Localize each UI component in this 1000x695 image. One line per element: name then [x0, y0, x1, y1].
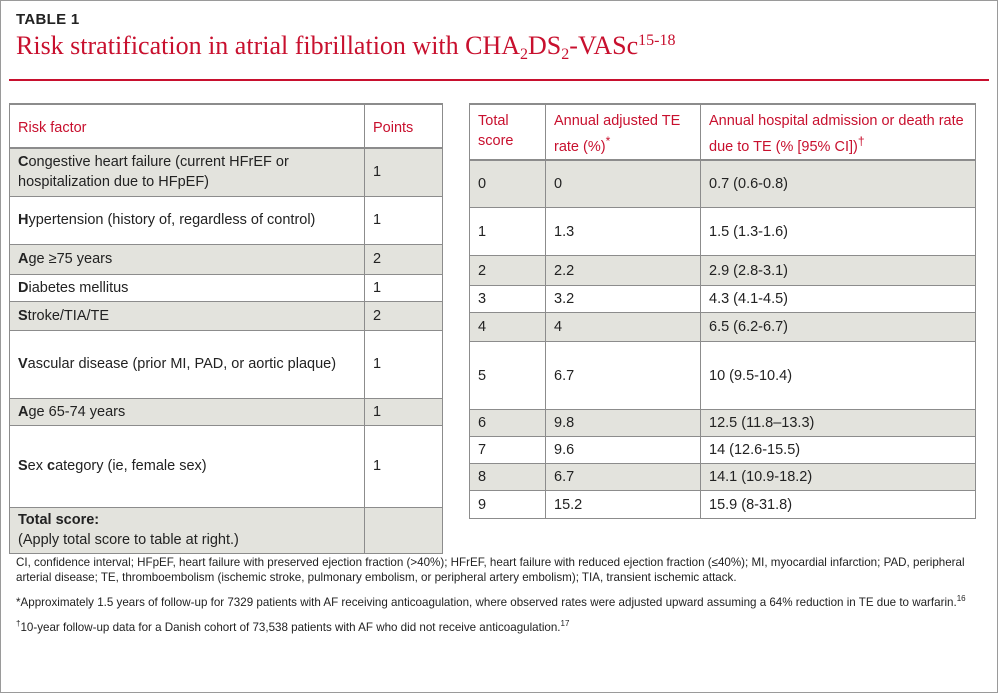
header-hospital-rate-text: Annual hospital admission or death rate due to TE (% [95% CI]) [709, 113, 964, 155]
risk-factor-cell [10, 274, 365, 301]
score-cell: 6 [470, 410, 546, 437]
points-cell: 1 [365, 425, 443, 507]
total-score-label: Total score: [18, 512, 100, 528]
risk-factor-cell [10, 330, 365, 398]
table-row [10, 244, 443, 274]
table-row [470, 313, 976, 342]
risk-text: troke/TIA/TE [27, 307, 110, 324]
risk-initial: S [18, 307, 28, 324]
table-row [10, 330, 443, 398]
score-cell: 1 [470, 208, 546, 256]
header-dagger-mark: † [857, 134, 865, 148]
table-row [10, 301, 443, 330]
title-part-1: Risk stratification in atrial fibrillation with CHA [16, 31, 521, 60]
table-row [470, 437, 976, 464]
table-row [10, 148, 443, 196]
risk-text: ascular disease (prior MI, PAD, or aortic plaque) [27, 356, 337, 372]
risk-factor-cell [10, 196, 365, 244]
hospital-rate-cell: 14 (12.6-15.5) [701, 437, 976, 464]
table-row [10, 274, 443, 301]
dagger-footnote-ref: 17 [560, 618, 570, 628]
score-rate-header-row [470, 104, 976, 160]
risk-initial: S [18, 458, 28, 474]
risk-text: ge 65-74 years [28, 403, 126, 420]
risk-text: ex [27, 458, 48, 474]
table-row [10, 196, 443, 244]
score-cell: 2 [470, 256, 546, 286]
title-part-2: DS [528, 31, 562, 60]
risk-text: ge ≥75 years [28, 251, 113, 267]
dagger-footnote [16, 616, 981, 635]
score-cell: 3 [470, 286, 546, 313]
header-total-score: Total score [470, 104, 546, 160]
hospital-rate-cell: 12.5 (11.8–13.3) [701, 410, 976, 437]
table-row [470, 160, 976, 208]
header-points: Points [365, 104, 443, 148]
asterisk-footnote-text: *Approximately 1.5 years of follow-up for 7329 patients with AF receiving anticoagulation, where observed rates were adjusted upward assuming a 64% reduction in TE due to warfarin. [16, 595, 957, 609]
title-divider [9, 79, 989, 81]
total-score-row [10, 507, 443, 553]
score-rate-table [469, 103, 976, 519]
hospital-rate-cell: 10 (9.5-10.4) [701, 342, 976, 410]
table-footnotes [16, 555, 981, 641]
title-subscript-1: 2 [520, 46, 529, 63]
score-cell: 5 [470, 342, 546, 410]
te-rate-cell: 6.7 [546, 464, 701, 491]
table-row [470, 256, 976, 286]
score-cell: 7 [470, 437, 546, 464]
te-rate-cell: 0 [546, 160, 701, 208]
hospital-rate-cell: 1.5 (1.3-1.6) [701, 208, 976, 256]
title-subscript-2: 2 [561, 46, 570, 63]
header-risk-factor: Risk factor [10, 104, 365, 148]
hospital-rate-cell: 4.3 (4.1-4.5) [701, 286, 976, 313]
score-cell: 8 [470, 464, 546, 491]
risk-initial: H [18, 212, 29, 228]
points-cell: 2 [365, 301, 443, 330]
hospital-rate-cell: 6.5 (6.2-6.7) [701, 313, 976, 342]
header-hospital-admission-rate [701, 104, 976, 160]
table-title [16, 31, 675, 64]
risk-factor-cell [10, 398, 365, 425]
points-cell: 1 [365, 330, 443, 398]
dagger-mark: † [16, 618, 21, 628]
risk-initial: A [18, 251, 29, 267]
total-score-cell [10, 507, 365, 553]
table-label: TABLE 1 [16, 11, 80, 28]
asterisk-footnote [16, 591, 981, 610]
hospital-rate-cell: 2.9 (2.8-3.1) [701, 256, 976, 286]
risk-factor-table [9, 103, 443, 554]
header-asterisk-mark: * [605, 134, 611, 148]
risk-factor-cell [10, 425, 365, 507]
risk-factor-cell [10, 301, 365, 330]
table-row [470, 208, 976, 256]
risk-text: ypertension (history of, regardless of control) [28, 212, 316, 228]
header-annual-te-rate [546, 104, 701, 160]
abbreviations-footnote: CI, confidence interval; HFpEF, heart failure with preserved ejection fraction (>40%); HFrEF, heart failure with reduced ejection fraction (≤40%); MI, myocardial infarction; PAD, peripheral arterial disease; TE, thromboembolism (ischemic stroke, pulmonary embolism, or peripheral artery embolism); TIA, transient ischemic attack. [16, 556, 965, 584]
points-cell: 1 [365, 196, 443, 244]
hospital-rate-cell: 15.9 (8-31.8) [701, 491, 976, 519]
table-row [10, 425, 443, 507]
risk-factor-cell [10, 244, 365, 274]
te-rate-cell: 9.8 [546, 410, 701, 437]
total-points-cell [365, 507, 443, 553]
risk-text: iabetes mellitus [28, 279, 129, 296]
table-row [470, 286, 976, 313]
te-rate-cell: 4 [546, 313, 701, 342]
te-rate-cell: 15.2 [546, 491, 701, 519]
score-cell: 9 [470, 491, 546, 519]
header-annual-te-rate-text: Annual adjusted TE rate (%) [554, 113, 681, 155]
risk-factor-header-row [10, 104, 443, 148]
te-rate-cell: 2.2 [546, 256, 701, 286]
points-cell: 1 [365, 398, 443, 425]
dagger-footnote-text: 10-year follow-up data for a Danish cohort of 73,538 patients with AF who did not receive anticoagulation. [20, 620, 561, 634]
risk-initial: V [18, 356, 28, 372]
risk-initial: c [47, 458, 56, 474]
title-reference: 15-18 [638, 32, 676, 49]
te-rate-cell: 1.3 [546, 208, 701, 256]
table-row [470, 410, 976, 437]
table-row [470, 491, 976, 519]
points-cell: 1 [365, 274, 443, 301]
asterisk-footnote-ref: 16 [956, 594, 966, 603]
risk-initial: C [18, 154, 29, 171]
table-row [10, 398, 443, 425]
te-rate-cell: 9.6 [546, 437, 701, 464]
points-cell: 1 [365, 148, 443, 196]
risk-initial: A [18, 403, 29, 420]
risk-text: ategory (ie, female sex) [55, 458, 207, 474]
risk-text: ongestive heart failure (current HFrEF or hospitalization due to HFpEF) [18, 154, 289, 191]
total-score-note: (Apply total score to table at right.) [18, 532, 239, 548]
score-cell: 4 [470, 313, 546, 342]
risk-initial: D [18, 279, 29, 296]
te-rate-cell: 6.7 [546, 342, 701, 410]
title-part-3: -VASc [569, 31, 639, 60]
hospital-rate-cell: 14.1 (10.9-18.2) [701, 464, 976, 491]
te-rate-cell: 3.2 [546, 286, 701, 313]
hospital-rate-cell: 0.7 (0.6-0.8) [701, 160, 976, 208]
table-row [470, 342, 976, 410]
points-cell: 2 [365, 244, 443, 274]
risk-factor-cell [10, 148, 365, 196]
table-row [470, 464, 976, 491]
score-cell: 0 [470, 160, 546, 208]
